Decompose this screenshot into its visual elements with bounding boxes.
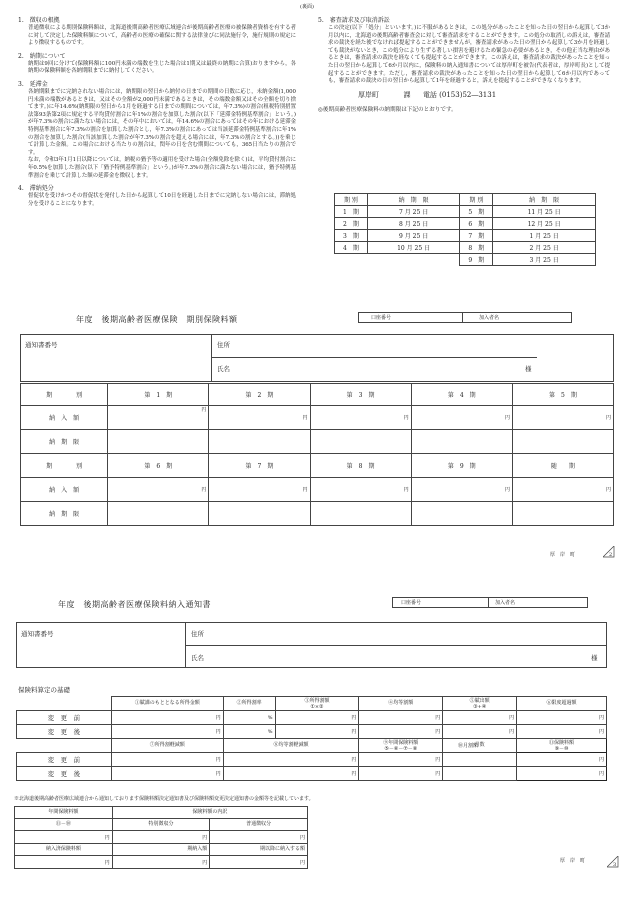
date-cell: 11 月 25 日 bbox=[493, 206, 596, 218]
form2-bank-box bbox=[392, 597, 588, 608]
period-cell: 9 期 bbox=[460, 254, 493, 266]
amount-cell: 円 bbox=[112, 856, 210, 869]
row-label-deadline: 納 期 限 bbox=[21, 430, 108, 454]
deadline-cell bbox=[512, 502, 613, 526]
per-period-label: 期納入額 bbox=[112, 844, 210, 856]
amount-cell: 円 bbox=[512, 478, 613, 502]
col-header: ④均等割額 bbox=[359, 697, 443, 711]
period-header: 第 9 期 bbox=[411, 454, 512, 478]
amount-cell: 円 bbox=[111, 725, 223, 739]
contact-dept: 課 bbox=[403, 90, 411, 99]
deadline-cell bbox=[310, 430, 411, 454]
form1-bank-box bbox=[358, 312, 572, 323]
date-cell: 3 月 25 日 bbox=[493, 254, 596, 266]
basis-table bbox=[16, 696, 607, 781]
col-header: 納 期 限 bbox=[493, 194, 596, 206]
rate-cell: % bbox=[223, 725, 275, 739]
form2-addressee-box bbox=[16, 622, 607, 668]
holder-name-label: 加入者名 bbox=[479, 315, 500, 321]
period-cell: 1 期 bbox=[335, 206, 368, 218]
amount-cell: 円 bbox=[359, 711, 443, 725]
period-cell: 3 期 bbox=[335, 230, 368, 242]
form1-addressee-box bbox=[20, 334, 614, 382]
section-body: 各納期限までに完納されない場合には，納期限の翌日から納付の日までの期間の日数に応じ，未納金額(1,000円未満の端数があるときは，又はその全額が2,000円未満であるときは，その端数金額又はその全額を切り捨てます。)に年14.6%(納期限の翌日から1月を経過する日までの期間については，年7.3%)の割合(租税特別措置法第93条第2項に規定する平均貸付割合に年1%の割合を加算した割合(以下「延滞金特例基準割合」という。)が年7.3%の割合に満たない場合には，その年中においては，年14.6%の割合にあってはその年における延滞金特例基準割合に年7.3%の割合を加算した割合とし，年7.3%の割合にあっては当該延滞金特例基準割合に年1%の割合を加算した割合(当該加算した割合が年7.3%の割合を超える場合には，年7.3%の割合とする。))を乗じて計算した金額。この場合における当たりの割合は，閏年の日を含む期間についても，365日当たりの割合です。 bbox=[28, 88, 296, 156]
explanation-column bbox=[18, 16, 296, 208]
deadline-cell bbox=[209, 430, 310, 454]
amount-cell: 円 bbox=[209, 478, 310, 502]
name-label: 氏名 bbox=[217, 365, 230, 373]
amount-cell: 円 bbox=[15, 831, 113, 844]
form2-title: 年度 後期高齢者医療保険料納入通知書 bbox=[58, 600, 211, 609]
period-cell: 4 期 bbox=[335, 242, 368, 254]
period-header: 随 期 bbox=[512, 454, 613, 478]
row-label-period: 期 別 bbox=[21, 384, 108, 406]
form1-period-table bbox=[20, 383, 614, 526]
breakdown-label: 保険料額の内訳 bbox=[112, 807, 307, 819]
amount-cell: 円 bbox=[111, 753, 223, 767]
amount-cell: 円 bbox=[411, 406, 512, 430]
section-body-note: なお，令和3年1月1日以降については，納税の猶予等の適用を受けた場合(全額免除を除く)は，平均貸付割合に年0.5%を加算した割合(以下「猶予特例基準割合」という。)が年7.3%の割合に満たない場合には，猶予特例基準割合を乗じて計算した額の延滞金を徴収します。 bbox=[28, 157, 296, 179]
amount-cell: 円 bbox=[359, 767, 443, 781]
period-header: 第 1 期 bbox=[108, 384, 209, 406]
period-cell: 5 期 bbox=[460, 206, 493, 218]
date-cell: 1 月 25 日 bbox=[493, 230, 596, 242]
col-header: ⑥限度超過額 bbox=[517, 697, 607, 711]
deadline-caption: ◎後期高齢者医療保険料の納期限は下記のとおりです。 bbox=[318, 106, 457, 113]
deadline-table bbox=[334, 193, 596, 266]
deadline-cell bbox=[411, 502, 512, 526]
summary-table bbox=[14, 806, 308, 869]
section-title: 5. 審査請求及び取消訴訟 bbox=[318, 17, 390, 24]
amount-cell: 円 bbox=[111, 711, 223, 725]
rate-cell: % bbox=[223, 711, 275, 725]
section-body: 普通徴収による期別保険料額は，北海道後期高齢者医療広域連合が後期高齢者医療の被保険者資格を有する者に対して決定した保険料額について，高齢者の医療の確保に関する法律並びに同法施行令，施行規則の規定により徴収するものです。 bbox=[28, 25, 296, 47]
amount-cell: 円 bbox=[411, 478, 512, 502]
notice-number-label: 通知書番号 bbox=[25, 341, 58, 349]
amount-cell: 円 bbox=[210, 831, 308, 844]
row-label-amount: 納 入 額 bbox=[21, 478, 108, 502]
months-cell bbox=[443, 753, 517, 767]
section-late-fee bbox=[18, 80, 296, 180]
contact-phone: (0153)52―3131 bbox=[439, 90, 497, 99]
row-after-label: 変 更 後 bbox=[17, 725, 112, 739]
period-header: 第 3 期 bbox=[310, 384, 411, 406]
amount-cell: 円 bbox=[223, 753, 359, 767]
date-cell: 7 月 25 日 bbox=[367, 206, 459, 218]
form2-footer-town: 厚 岸 町 bbox=[560, 858, 586, 864]
basis-title: 保険料算定の基礎 bbox=[18, 686, 70, 694]
amount-cell: 円 bbox=[512, 406, 613, 430]
sama-label: 様 bbox=[591, 654, 598, 662]
section-deadline bbox=[18, 52, 296, 76]
period-cell: 8 期 bbox=[460, 242, 493, 254]
section-title: 2. 納期について bbox=[18, 52, 66, 60]
deadline-cell bbox=[411, 430, 512, 454]
section-body: 納期は9回に分けて(保険料額に100円未満の端数を生じた場合は1期又は最終の納期に合算)おりますから，各納期の保険料額を各納期限までに納付してください。 bbox=[28, 60, 296, 75]
col-header: ⑤賦出額 ③+④ bbox=[443, 697, 517, 711]
row-before-label: 変 更 前 bbox=[17, 753, 112, 767]
amount-cell: 円 bbox=[359, 753, 443, 767]
col-header: ⑧均等割軽減額 bbox=[223, 739, 359, 753]
amount-cell: 円 bbox=[310, 478, 411, 502]
monthly-amount-header: ⑩月割額 bbox=[458, 743, 479, 749]
amount-cell: 円 bbox=[223, 767, 359, 781]
period-cell: 2 期 bbox=[335, 218, 368, 230]
bank-number-label: 口座番号 bbox=[359, 313, 463, 322]
amount-cell: 円 bbox=[108, 406, 209, 430]
deadline-cell bbox=[310, 502, 411, 526]
amount-cell: 円 bbox=[275, 725, 359, 739]
special-label: 特別徴収分 bbox=[112, 819, 210, 831]
amount-cell: 円 bbox=[112, 831, 210, 844]
amount-cell: 円 bbox=[517, 711, 607, 725]
form1-title: 年度 後期高齢者医療保険 期別保険料額 bbox=[76, 315, 238, 324]
col-header: 納 期 限 bbox=[367, 194, 459, 206]
col-header: ③所得割額 ①×② bbox=[275, 697, 359, 711]
paid-label: 納入済保険料額 bbox=[15, 844, 113, 856]
col-header: ⑦所得割軽減額 bbox=[111, 739, 223, 753]
col-header: ⑨年間保険料額 ⑤－⑥－⑦－⑧ bbox=[359, 739, 443, 753]
section-title: 4. 滞納処分 bbox=[18, 185, 54, 193]
amount-cell: 円 bbox=[517, 753, 607, 767]
row-after-label: 変 更 後 bbox=[17, 767, 112, 781]
amount-cell: 円 bbox=[15, 856, 113, 869]
col-header-highlight: ⑪保険料額 ⑨－⑩ bbox=[517, 739, 607, 753]
name-label: 氏名 bbox=[191, 654, 204, 662]
date-cell: 10 月 25 日 bbox=[367, 242, 459, 254]
amount-cell: 円 bbox=[443, 725, 517, 739]
date-cell: 2 月 25 日 bbox=[493, 242, 596, 254]
holder-name-label: 加入者名 bbox=[495, 600, 516, 606]
row-label-deadline: 納 期 限 bbox=[21, 502, 108, 526]
deadline-cell bbox=[512, 430, 613, 454]
section-title: 3. 延滞金 bbox=[18, 80, 48, 88]
period-header: 第 7 期 bbox=[209, 454, 310, 478]
annual-label: 年間保険料額 bbox=[15, 807, 113, 819]
amount-cell: 円 bbox=[108, 478, 209, 502]
col-header: 期 別 bbox=[460, 194, 493, 206]
deadline-cell bbox=[108, 430, 209, 454]
section-body: 督促状を受けかつその督促状を発付した日から起算して10日を経過した日までに完納しない場合には，滞納処分を受けることになります。 bbox=[28, 193, 296, 207]
date-cell: 9 月 25 日 bbox=[367, 230, 459, 242]
contact-town: 厚岸町 bbox=[358, 90, 379, 99]
col-header: ②所得割率 bbox=[223, 697, 275, 711]
deadline-cell bbox=[108, 502, 209, 526]
address-label: 住所 bbox=[217, 341, 230, 349]
contact-line bbox=[318, 90, 610, 100]
deadline-cell bbox=[209, 502, 310, 526]
amount-cell: 円 bbox=[359, 725, 443, 739]
amount-cell: 円 bbox=[111, 767, 223, 781]
notice-number-label: 通知書番号 bbox=[21, 630, 54, 638]
period-cell: 7 期 bbox=[460, 230, 493, 242]
contact-phone-label: 電話 bbox=[422, 90, 437, 99]
date-cell: 12 月 25 日 bbox=[493, 218, 596, 230]
section-body: この決定(以下「処分」といいます。)に不服があるときは，この処分があったことを知った日の翌日から起算して3か月以内に，北海道の後期高齢者審査会に対して審査請求をすることができます。この処分の取消しの訴えは，審査請求の裁決を経た後でなければ提起することができませんが，審査請求があった日の翌日から起算して3か月を経過しても裁決がないとき，この処分により生ずる著しい損害を避けるため緊急の必要があるとき，その他正当な理由があるときは，審査請求の裁決を経なくても提起することができます。この訴えは，審査請求の裁決があったことを知った日の翌日から起算して6か月以内に，保険料の納入通知書については厚岸町を被告(代表者は，厚岸町長)として提起することができます。ただし，審査請求の裁決があったことを知った日の翌日から起算して6か月以内であっても，審査請求の裁決の日の翌日から起算して1年を経過すると，訴えを提起することができなくなります。 bbox=[328, 25, 610, 85]
period-header: 第 2 期 bbox=[209, 384, 310, 406]
period-header: 第 5 期 bbox=[512, 384, 613, 406]
bank-number-label: 口座番号 bbox=[393, 598, 489, 607]
annual-sub-label: ⑪－⑩ bbox=[15, 819, 113, 831]
amount-cell: 円 bbox=[310, 406, 411, 430]
note-text: ※北海道後期高齢者医療広域連合から通知しております保険料額決定通知書及び保険料額変更決定通知書の金額等を記載しています。 bbox=[14, 796, 314, 802]
form1-page-number: 2 bbox=[609, 552, 613, 558]
section-basis bbox=[18, 16, 296, 48]
period-cell: 6 期 bbox=[460, 218, 493, 230]
section-delinquency bbox=[18, 184, 296, 208]
period-header: 第 6 期 bbox=[108, 454, 209, 478]
col-header: 期 別 bbox=[335, 194, 368, 206]
sama-label: 様 bbox=[525, 365, 532, 373]
section-title: 1. 徴収の根拠 bbox=[18, 17, 60, 24]
months-cell bbox=[443, 767, 517, 781]
date-cell: 8 月 25 日 bbox=[367, 218, 459, 230]
form1-footer-town: 厚 岸 町 bbox=[550, 552, 576, 558]
row-before-label: 変 更 前 bbox=[17, 711, 112, 725]
amount-cell: 円 bbox=[517, 767, 607, 781]
page-side-label: (裏面) bbox=[300, 4, 314, 10]
amount-cell: 円 bbox=[209, 406, 310, 430]
row-label-amount: 納 入 額 bbox=[21, 406, 108, 430]
form2-page-number: 3 bbox=[613, 862, 617, 868]
ordinary-label: 普通徴収分 bbox=[210, 819, 308, 831]
col-header: ①賦課のもととなる所得金額 bbox=[111, 697, 223, 711]
next-label: 期以降に納入する額 bbox=[210, 844, 308, 856]
col-header: 月数 bbox=[443, 739, 517, 753]
appeal-column bbox=[318, 16, 610, 114]
row-label-period: 期 別 bbox=[21, 454, 108, 478]
amount-cell: 円 bbox=[443, 711, 517, 725]
period-header: 第 4 期 bbox=[411, 384, 512, 406]
amount-cell: 円 bbox=[517, 725, 607, 739]
amount-cell: 円 bbox=[275, 711, 359, 725]
amount-cell: 円 bbox=[210, 856, 308, 869]
period-header: 第 8 期 bbox=[310, 454, 411, 478]
address-label: 住所 bbox=[191, 630, 204, 638]
